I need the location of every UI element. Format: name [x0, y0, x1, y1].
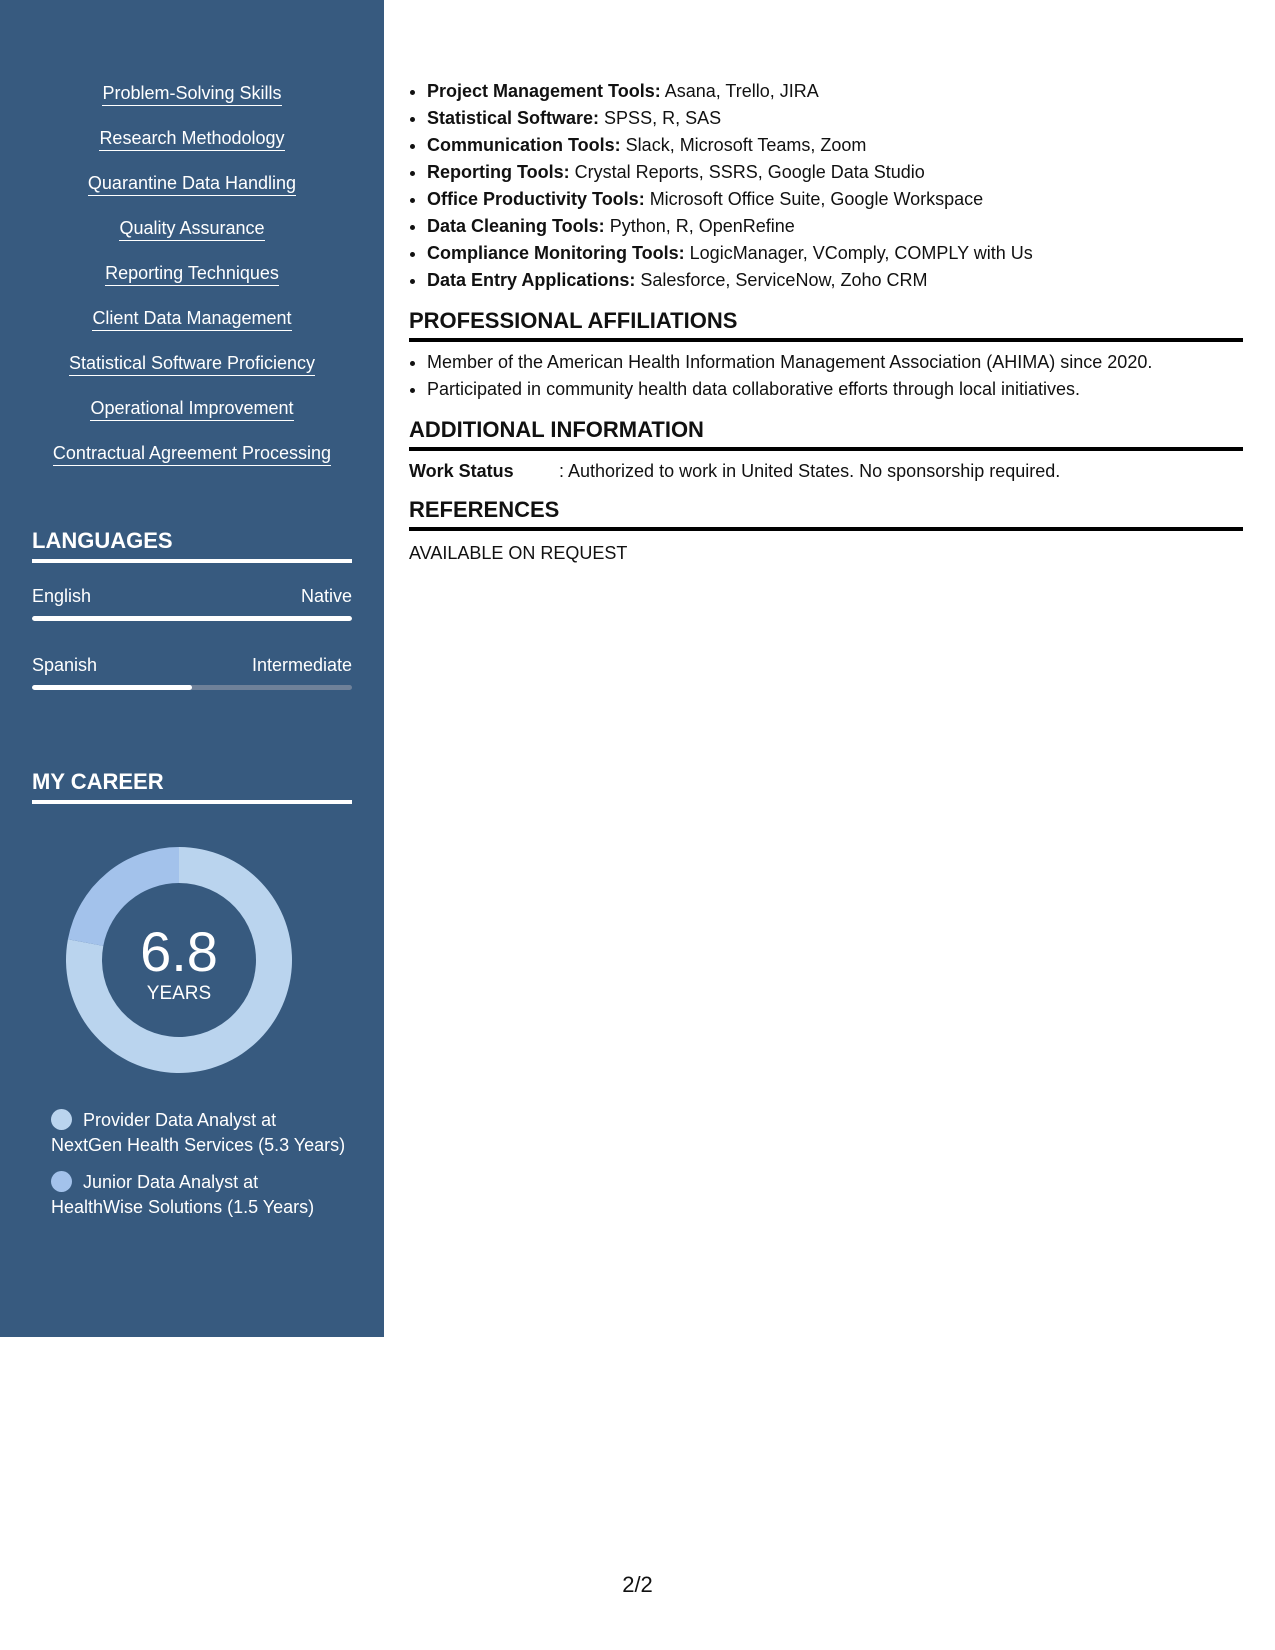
tool-category: Project Management Tools:	[427, 81, 661, 101]
tool-category: Reporting Tools:	[427, 162, 570, 182]
skill-label: Problem-Solving Skills	[102, 82, 281, 106]
main-content	[409, 78, 1243, 565]
career-total-unit: YEARS	[146, 983, 212, 1004]
tool-category: Statistical Software:	[427, 108, 600, 128]
additional-info-heading: ADDITIONAL INFORMATION	[409, 416, 1243, 451]
skill-item	[0, 172, 384, 217]
career-total-years: 6.8	[140, 920, 218, 983]
tools-list-item	[427, 78, 1243, 105]
tool-values: Crystal Reports, SSRS, Google Data Studio	[569, 162, 925, 182]
skill-item	[0, 397, 384, 442]
language-bar-spanish	[32, 685, 352, 690]
skill-label: Contractual Agreement Processing	[53, 442, 331, 466]
references-text: AVAILABLE ON REQUEST	[409, 543, 628, 563]
tools-list	[409, 78, 1243, 294]
tool-category: Office Productivity Tools:	[427, 189, 645, 209]
tools-list-item	[427, 267, 1243, 294]
career-legend-item	[51, 1108, 351, 1158]
tools-list-item	[427, 240, 1243, 267]
tool-values: Slack, Microsoft Teams, Zoom	[620, 135, 867, 155]
language-bar-english	[32, 616, 352, 621]
language-bar-fill	[32, 685, 192, 690]
skill-label: Quality Assurance	[119, 217, 264, 241]
language-level: Native	[300, 586, 352, 606]
legend-dot-icon	[51, 1171, 72, 1192]
skill-item	[0, 82, 384, 127]
skill-item	[0, 352, 384, 397]
language-bar-fill	[32, 616, 352, 621]
tools-list-item	[427, 186, 1243, 213]
tool-values: Microsoft Office Suite, Google Workspace	[644, 189, 984, 209]
career-legend-item	[51, 1170, 351, 1220]
page-number: 2/2	[622, 1572, 653, 1597]
tools-list-item	[427, 105, 1243, 132]
affiliation-item: • Participated in community health data collaborative efforts through local initiatives.	[427, 376, 1243, 403]
work-status-label: Work Status	[409, 461, 514, 481]
career-legend-label: Junior Data Analyst at HealthWise Solutions (1.5 Years)	[51, 1172, 315, 1217]
tool-values: SPSS, R, SAS	[599, 108, 722, 128]
skill-label: Operational Improvement	[90, 397, 293, 421]
languages-heading: LANGUAGES	[32, 528, 352, 563]
career-heading: MY CAREER	[32, 769, 352, 804]
tools-list-item	[427, 132, 1243, 159]
language-row-spanish	[32, 654, 352, 676]
language-name: English	[32, 586, 92, 606]
tool-category: Communication Tools:	[427, 135, 621, 155]
career-donut-chart	[66, 847, 292, 1073]
tool-category: Data Cleaning Tools:	[427, 216, 605, 236]
skill-item	[0, 307, 384, 352]
skill-label: Reporting Techniques	[105, 262, 279, 286]
skill-item	[0, 442, 384, 487]
career-legend-label: Provider Data Analyst at NextGen Health Services (5.3 Years)	[51, 1110, 346, 1155]
tool-values: Python, R, OpenRefine	[604, 216, 795, 236]
skill-item	[0, 217, 384, 262]
affiliations-list	[409, 349, 1243, 403]
tool-values: Salesforce, ServiceNow, Zoho CRM	[635, 270, 928, 290]
skills-list	[0, 82, 384, 487]
legend-dot-icon	[51, 1109, 72, 1130]
tools-list-item	[427, 159, 1243, 186]
work-status-value: : Authorized to work in United States. No sponsorship required.	[559, 461, 1061, 481]
tool-values: Asana, Trello, JIRA	[660, 81, 819, 101]
skill-item	[0, 127, 384, 172]
language-level: Intermediate	[251, 655, 352, 675]
skill-label: Statistical Software Proficiency	[69, 352, 315, 376]
language-row-english	[32, 585, 352, 607]
skill-label: Research Methodology	[99, 127, 284, 151]
tools-list-item	[427, 213, 1243, 240]
tool-category: Compliance Monitoring Tools:	[427, 243, 685, 263]
career-legend	[51, 1108, 351, 1232]
skill-label: Client Data Management	[92, 307, 291, 331]
skill-item	[0, 262, 384, 307]
work-status-row	[409, 459, 1243, 483]
affiliations-heading: PROFESSIONAL AFFILIATIONS	[409, 307, 1243, 342]
skill-label: Quarantine Data Handling	[88, 172, 296, 196]
sidebar	[0, 0, 384, 1337]
tool-values: LogicManager, VComply, COMPLY with Us	[684, 243, 1033, 263]
tool-category: Data Entry Applications:	[427, 270, 636, 290]
language-name: Spanish	[32, 655, 98, 675]
affiliation-item: • Member of the American Health Information Management Association (AHIMA) since 2020.	[427, 349, 1243, 376]
references-heading: REFERENCES	[409, 496, 1243, 531]
